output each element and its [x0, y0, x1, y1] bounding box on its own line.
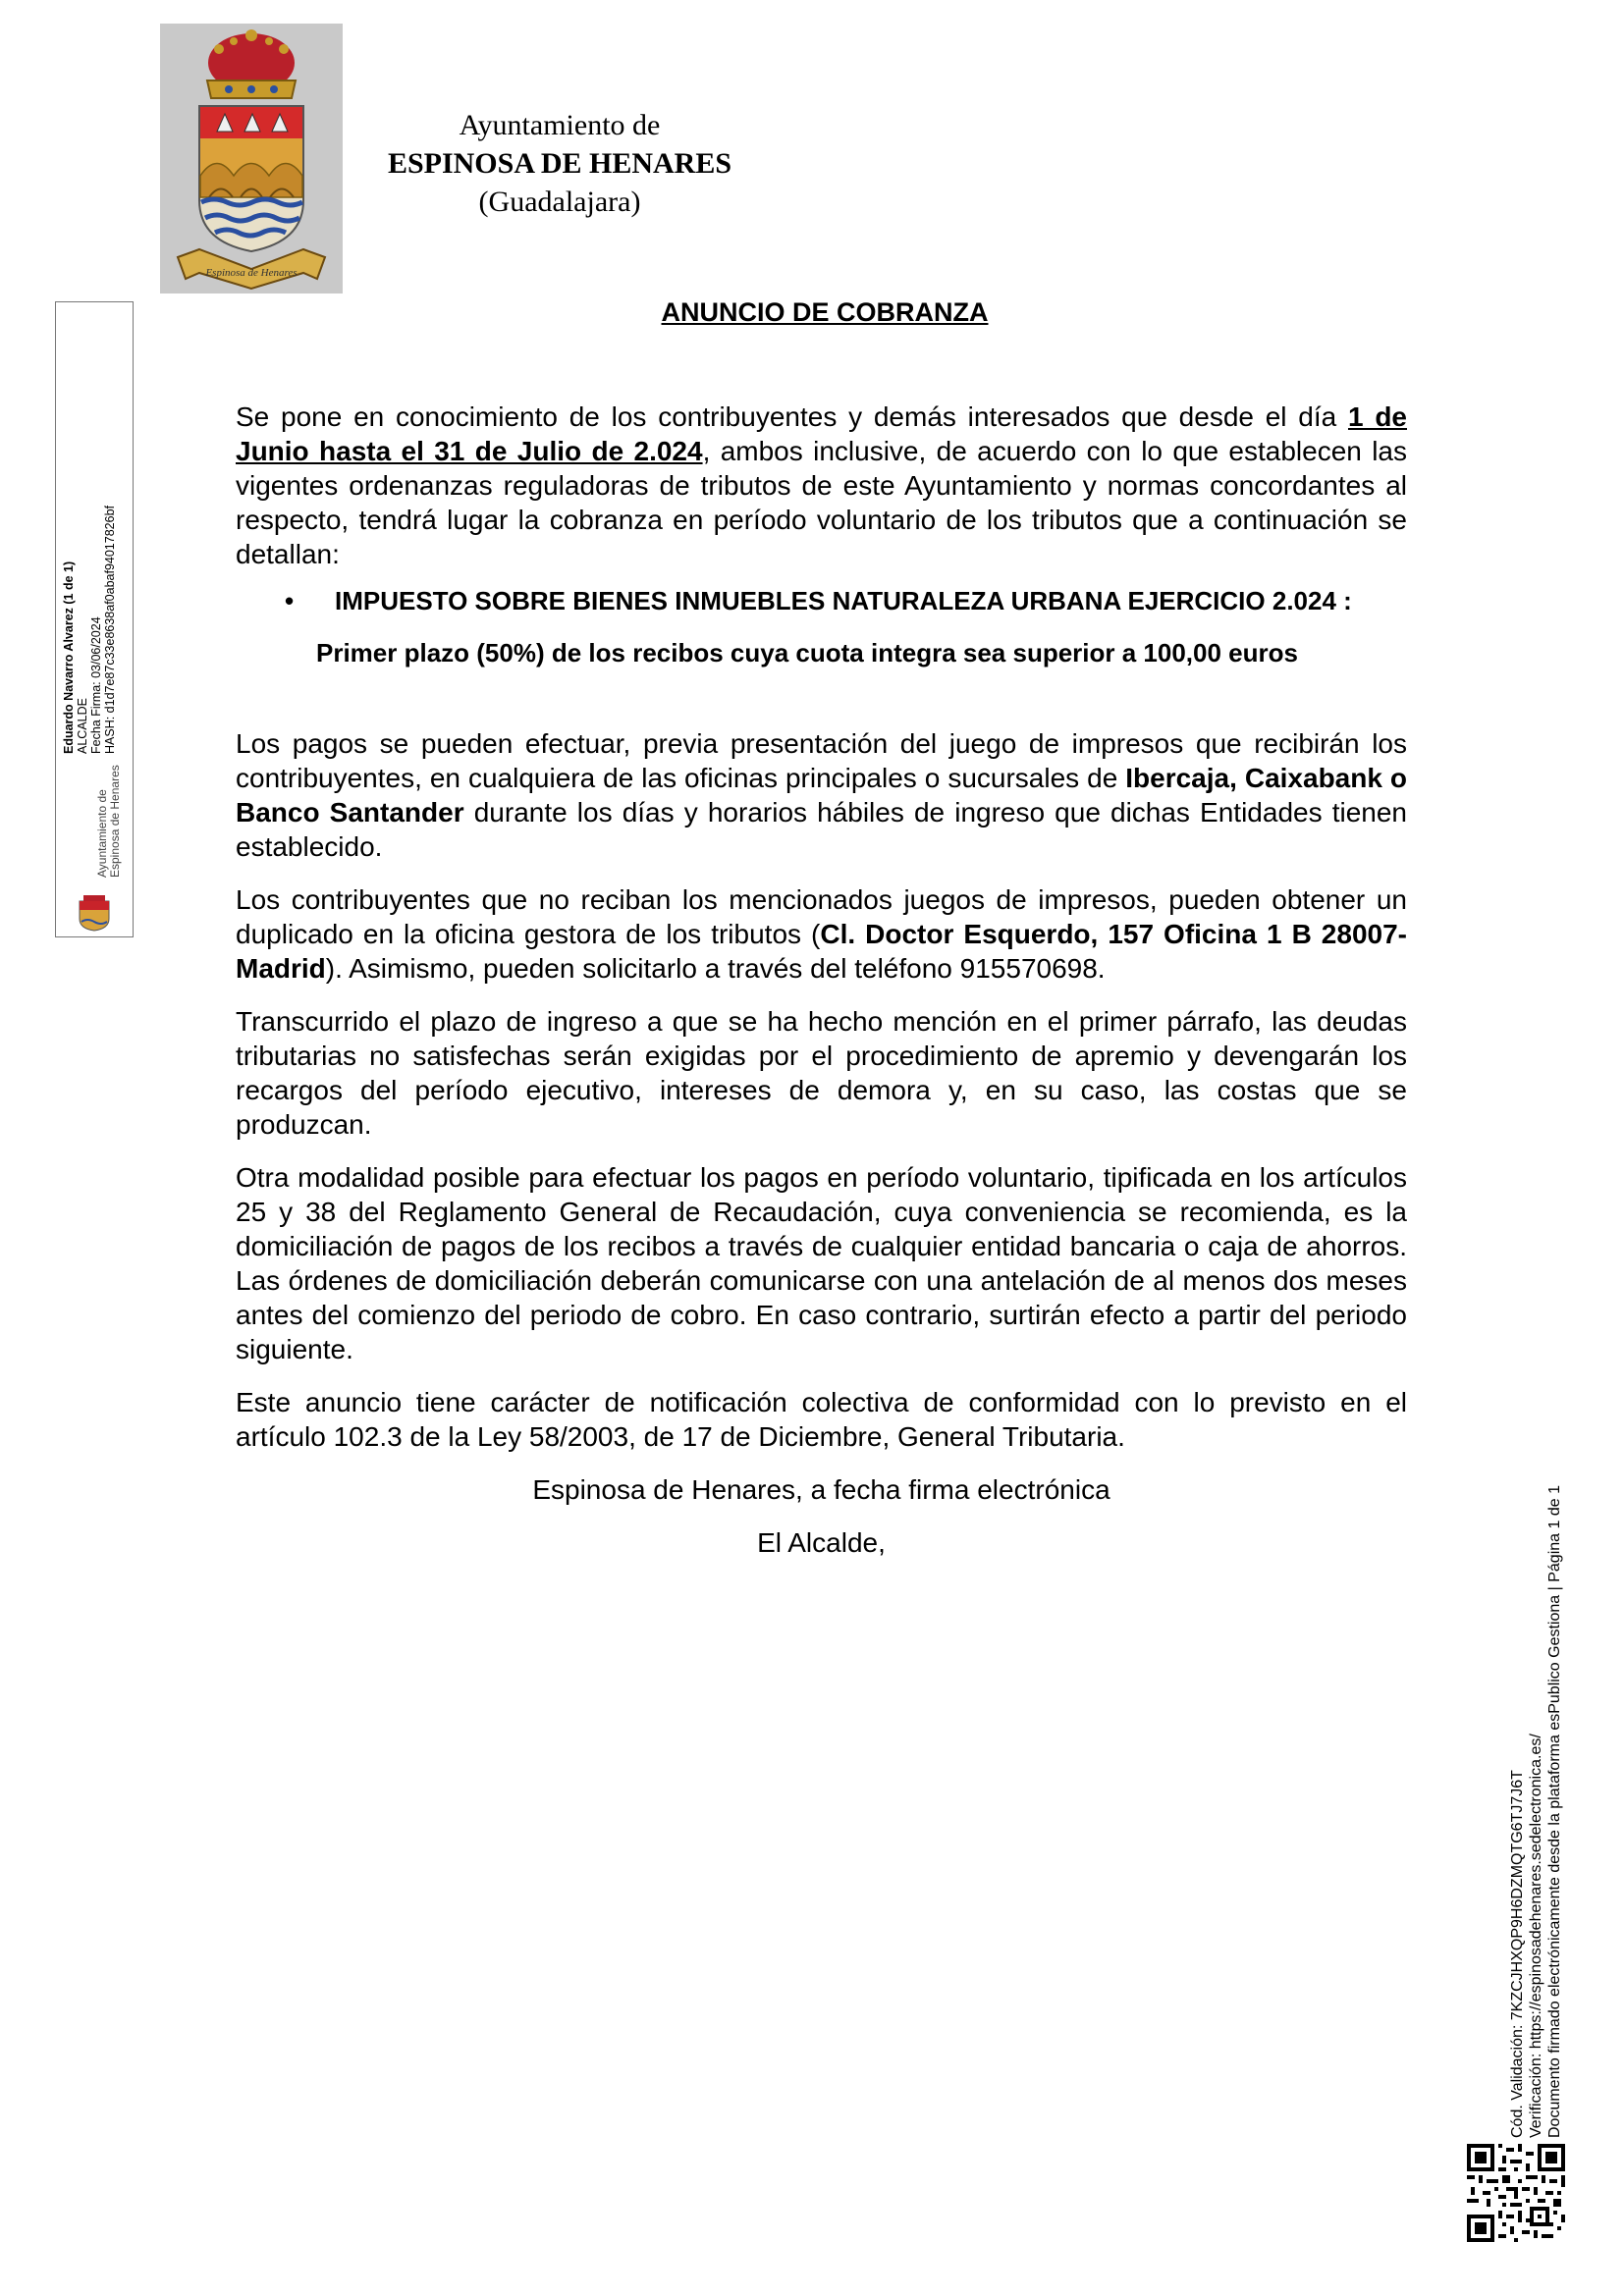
duplicate-paragraph	[236, 882, 1407, 986]
intro-paragraph	[236, 400, 1407, 571]
stamp-signature-details	[62, 506, 117, 754]
document-body	[236, 400, 1407, 1560]
signature-stamp-text	[56, 302, 135, 938]
letterhead-province: (Guadalajara)	[478, 186, 641, 218]
bank-names: Ibercaja, Caixabank o Banco Santander	[236, 763, 1407, 828]
stamp-sign-date: Fecha Firma: 03/06/2024	[89, 616, 103, 754]
payments-paragraph	[236, 726, 1407, 864]
stamp-role: ALCALDE	[76, 698, 89, 754]
duplicate-text-before: Los contribuyentes que no reciban los mencionados juegos de impresos, pueden obtener un duplicado en la oficina gestora de los tributos (	[236, 884, 1407, 949]
electronic-signature-stamp	[55, 301, 134, 937]
closing-place-date: Espinosa de Henares, a fecha firma electrónica	[532, 1474, 1110, 1505]
payments-text-after: durante los días y horarios hábiles de ingreso que dichas Entidades tienen establecido.	[236, 797, 1407, 862]
svg-text:Espinosa de Henares: Espinosa de Henares	[205, 267, 298, 279]
validation-footer	[1508, 1431, 1573, 2138]
intro-text-before: Se pone en conocimiento de los contribuyentes y demás interesados que desde el día	[236, 401, 1348, 432]
validation-url[interactable]: Verificación: https://espinosadehenares.sedelectronica.es/	[1528, 1734, 1544, 2138]
deadline-paragraph: Transcurrido el plazo de ingreso a que se ha hecho mención en el primer párrafo, las deudas tributarias no satisfechas serán exigidas por el procedimiento de apremio y devengarán los recargos del período ejecutivo, intereses de demora y, en su caso, las costas que se produzcan.	[236, 1006, 1407, 1140]
tax-installment-note: Primer plazo (50%) de los recibos cuya cuota integra sea superior a 100,00 euros	[316, 638, 1298, 667]
tax-list-item	[236, 585, 1407, 617]
notice-paragraph: Este anuncio tiene carácter de notificación colectiva de conformidad con lo previsto en el artículo 102.3 de la Ley 58/2003, de 17 de Diciembre, General Tributaria.	[236, 1387, 1407, 1452]
payments-text-before: Los pagos se pueden efectuar, previa presentación del juego de impresos que recibirán los contribuyentes, en cualquiera de las oficinas principales o sucursales de	[236, 728, 1407, 793]
bullet-icon: •	[285, 586, 295, 615]
validation-code: Cód. Validación: 7KZCJHXQP9H6DZMQTG6TJ7J6T	[1509, 1770, 1526, 2138]
closing-signatory: El Alcalde,	[757, 1527, 886, 1558]
qr-code-icon[interactable]	[1467, 2144, 1565, 2242]
letterhead	[334, 106, 785, 221]
validation-platform: Documento firmado electrónicamente desde la plataforma esPublico Gestiona | Página 1 de 1	[1546, 1485, 1563, 2138]
stamp-crest-icon	[74, 895, 115, 933]
direct-debit-paragraph: Otra modalidad posible para efectuar los pagos en período voluntario, tipificada en los artículos 25 y 38 del Reglamento General de Recaudación, cuya conveniencia se recomienda, es la domiciliación de pagos de los recibos a través de cualquier entidad bancaria o caja de ahorros. Las órdenes de domiciliación deberán comunicarse con una antelación de al menos dos meses antes del comienzo del periodo de cobro. En caso contrario, surtirán efecto a partir del periodo siguiente.	[236, 1162, 1407, 1364]
letterhead-line-1: Ayuntamiento de	[459, 109, 661, 141]
office-address: Cl. Doctor Esquerdo, 157 Oficina 1 B 28007-Madrid	[236, 919, 1407, 984]
stamp-signer: Eduardo Navarro Alvarez (1 de 1)	[62, 561, 76, 754]
stamp-hash: HASH: d1d7e87c33e8638af0abaf9401782​6bf	[103, 506, 117, 754]
municipal-crest	[160, 24, 343, 294]
stamp-org-line-2: Espinosa de Henares	[108, 765, 122, 878]
stamp-organization	[96, 765, 122, 878]
intro-text-after: , ambos inclusive, de acuerdo con lo que establecen las vigentes ordenanzas reguladoras de tributos de este Ayuntamiento y normas concordantes al respecto, tendrá lugar la cobranza en período voluntario de los tributos que a continuación se detallan:	[236, 436, 1408, 569]
stamp-org-line-1: Ayuntamiento de	[95, 789, 109, 878]
tax-name: IMPUESTO SOBRE BIENES INMUEBLES NATURALEZA URBANA EJERCICIO 2.024 :	[335, 586, 1352, 615]
crest-icon	[160, 24, 343, 294]
document-title: ANUNCIO DE COBRANZA	[661, 297, 989, 327]
duplicate-text-after: ). Asimismo, pueden solicitarlo a través del teléfono 915570698.	[325, 953, 1106, 984]
letterhead-municipality: ESPINOSA DE HENARES	[387, 147, 732, 180]
collection-period: 1 de Junio hasta el 31 de Julio de 2.024	[236, 401, 1408, 466]
